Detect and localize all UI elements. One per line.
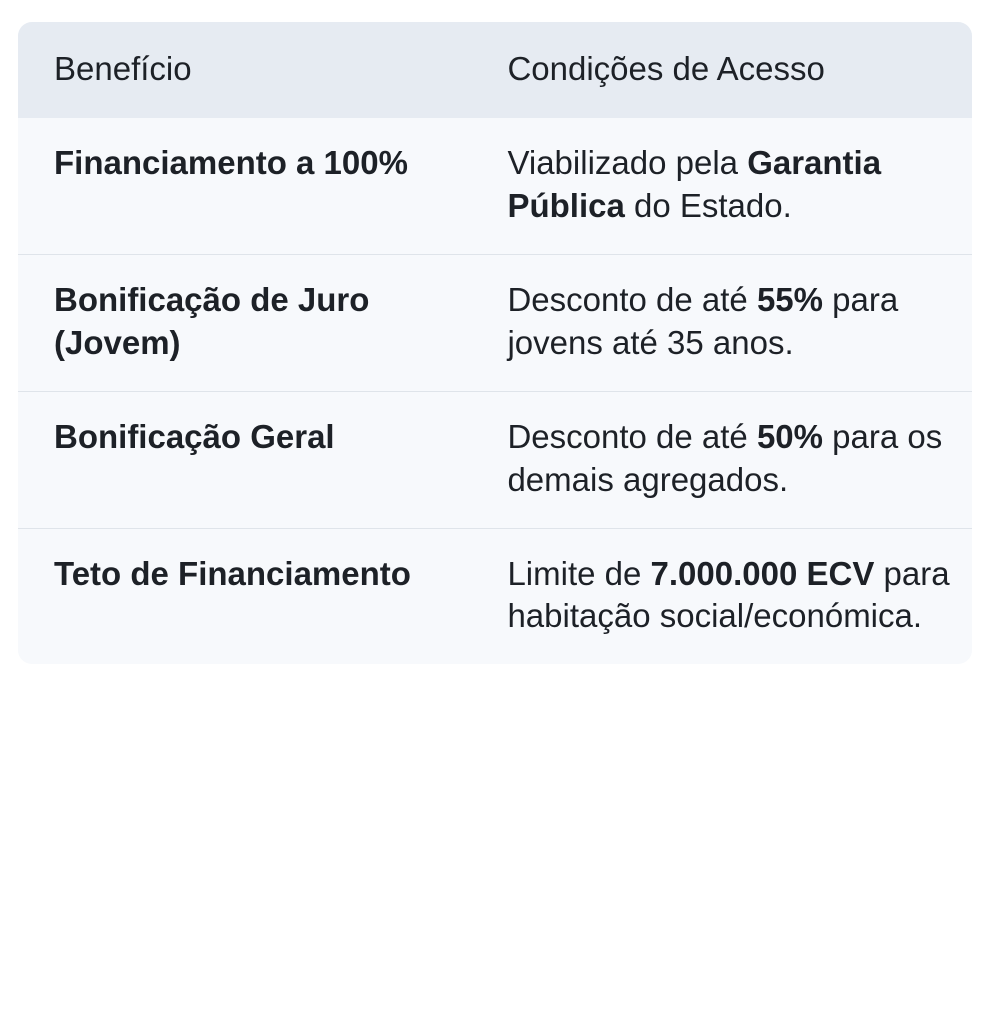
table-header: [18, 22, 972, 118]
cell-condition: [485, 255, 972, 392]
benefits-table: [18, 22, 972, 664]
column-header-conditions: Condições de Acesso: [485, 22, 972, 118]
table-body: [18, 118, 972, 664]
condition-text: para os demais agregados.: [507, 417, 952, 498]
table-row: [18, 391, 972, 528]
condition-emphasis: 55%: [756, 281, 824, 319]
condition-text: para habitação social/económica.: [507, 554, 959, 635]
condition-text: do Estado.: [624, 187, 792, 225]
condition-text: Limite de: [507, 554, 651, 592]
cell-benefit: Teto de Financiamento: [18, 528, 485, 664]
cell-benefit: Financiamento a 100%: [18, 118, 485, 254]
table-row: [18, 255, 972, 392]
cell-condition: [485, 528, 972, 664]
table-row: [18, 528, 972, 664]
condition-text: Desconto de até: [507, 417, 757, 455]
condition-text: para jovens até 35 anos.: [507, 281, 908, 361]
table-header-row: [18, 22, 972, 118]
cell-benefit: Bonificação de Juro (Jovem): [18, 255, 485, 392]
condition-emphasis: Garantia Pública: [507, 144, 891, 225]
benefits-table-card: [18, 22, 972, 664]
condition-emphasis: 7.000.000 ECV: [650, 554, 875, 592]
cell-condition: [485, 391, 972, 528]
table-row: [18, 118, 972, 254]
cell-benefit: Bonificação Geral: [18, 391, 485, 528]
condition-text: Desconto de até: [507, 281, 757, 319]
column-header-benefit: Benefício: [18, 22, 485, 118]
condition-emphasis: 50%: [756, 417, 824, 455]
condition-text: Viabilizado pela: [507, 144, 748, 182]
cell-condition: [485, 118, 972, 254]
